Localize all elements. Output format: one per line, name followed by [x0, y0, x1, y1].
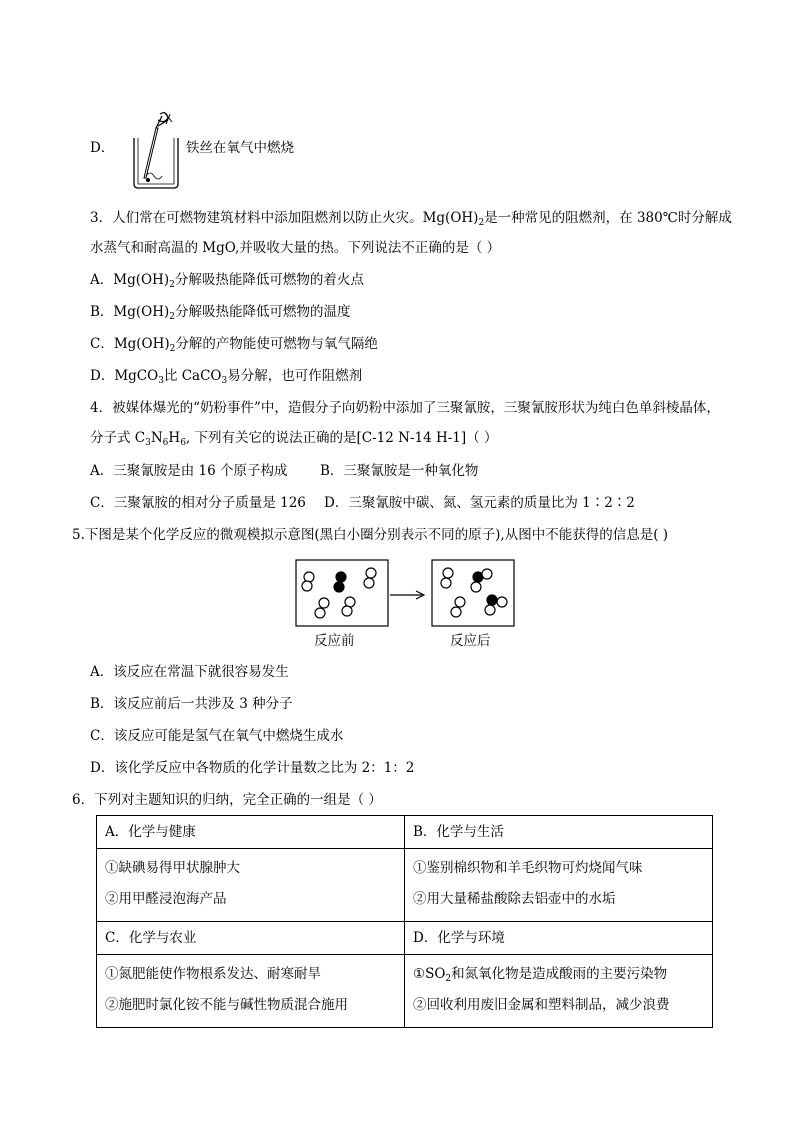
question-6-stem: 6．下列对主题知识的归纳，完全正确的一组是（ ） — [72, 792, 382, 808]
question-4-line-1: 4．被媒体爆光的“奶粉事件”中，造假分子向奶粉中添加了三聚氰胺，三聚氰胺形状为纯白色单斜棱晶体， — [90, 400, 720, 416]
cell-d-body — [405, 955, 713, 1028]
question-4-line-2: 分子式 $C_3N_6H_6$, 下列有关它的说法正确的是[C-12 N-14 H-1]（ ） — [90, 430, 498, 448]
cell-line: ②回收利用废旧金属和塑料制品，减少浪费 — [413, 997, 670, 1013]
cell-b-body — [405, 849, 713, 922]
cell-line: ②施肥时氯化铵不能与碱性物质混合施用 — [105, 997, 348, 1013]
cell-line: ②用大量稀盐酸除去铝壶中的水垢 — [413, 891, 616, 907]
cell-line: ①缺碘易得甲状腺肿大 — [105, 860, 240, 876]
option-c: C．该反应可能是氢气在氧气中燃烧生成水 — [90, 728, 344, 744]
white-atom — [364, 578, 374, 588]
option-letter: D． — [90, 140, 115, 156]
cell-line: ①氮肥能使作物根系发达、耐寒耐旱 — [105, 966, 321, 982]
white-atom — [302, 581, 312, 591]
option-b: B．三聚氰胺是一种氧化物 — [320, 463, 479, 479]
cell-c-body — [97, 955, 405, 1028]
white-atom — [482, 569, 492, 579]
white-atom — [304, 572, 314, 582]
white-atom — [451, 607, 461, 617]
option-b: B．$Mg(OH)_2$分解吸热能降低可燃物的温度 — [90, 304, 351, 322]
cell-line: ②用甲醛浸泡海产品 — [105, 891, 227, 907]
option-d: D．该化学反应中各物质的化学计量数之比为 2：1：2 — [90, 760, 415, 776]
white-atom — [366, 568, 376, 578]
cell-b-head: B．化学与生活 — [405, 816, 713, 849]
question-3-line-2: 水蒸气和耐高温的 MgO,并吸收大量的热。下列说法不正确的是（ ） — [90, 240, 501, 256]
option-c: C．$Mg(OH)_2$分解的产物能使可燃物与氧气隔绝 — [90, 336, 378, 354]
option-text: 铁丝在氧气中燃烧 — [186, 140, 294, 156]
white-atom — [315, 608, 325, 618]
question-3-line-1: 3．人们常在可燃物建筑材料中添加阻燃剂以防止火灾。$Mg(OH)_2$是一种常见的阻燃剂，在 380℃时分解成 — [90, 210, 732, 228]
white-atom — [319, 598, 329, 608]
option-b: B．该反应前后一共涉及 3 种分子 — [90, 696, 293, 712]
cell-a-body — [97, 849, 405, 922]
black-atom — [334, 582, 344, 592]
question-5-stem: 5.下图是某个化学反应的微观模拟示意图(黑白小圈分别表示不同的原子),从图中不能获得的信息是( ) — [72, 527, 669, 543]
white-atom — [455, 597, 465, 607]
option-d: D．三聚氰胺中碳、氮、氢元素的质量比为 1∶2∶2 — [324, 495, 635, 511]
label-after: 反应后 — [450, 633, 491, 649]
option-d: D．MgCO$_3$比 CaCO$_3$易分解，也可作阻燃剂 — [90, 368, 363, 386]
black-atom — [487, 595, 497, 605]
white-atom — [443, 568, 453, 578]
cell-a-head: A．化学与健康 — [97, 816, 405, 849]
iron-wire-burning-illustration — [130, 108, 182, 190]
option-a: A．$Mg(OH)_2$分解吸热能降低可燃物的着火点 — [90, 272, 364, 290]
white-atom — [441, 578, 451, 588]
knowledge-table — [96, 815, 713, 1028]
white-atom — [471, 582, 481, 592]
cell-line: $①SO_2$和氮氧化物是造成酸雨的主要污染物 — [413, 966, 668, 984]
cell-line: ①鉴别棉织物和羊毛织物可灼烧闻气味 — [413, 860, 643, 876]
option-a: A．三聚氰胺是由 16 个原子构成 — [90, 463, 288, 479]
black-atom — [336, 572, 346, 582]
cell-d-head: D．化学与环境 — [405, 922, 713, 955]
option-a: A．该反应在常温下就很容易发生 — [90, 664, 289, 680]
white-atom — [485, 605, 495, 615]
option-c: C．三聚氰胺的相对分子质量是 126 — [90, 495, 306, 511]
white-atom — [342, 606, 352, 616]
white-atom — [497, 597, 507, 607]
reaction-microscopic-diagram — [290, 556, 522, 630]
cell-c-head: C．化学与农业 — [97, 922, 405, 955]
label-before: 反应前 — [314, 633, 355, 649]
